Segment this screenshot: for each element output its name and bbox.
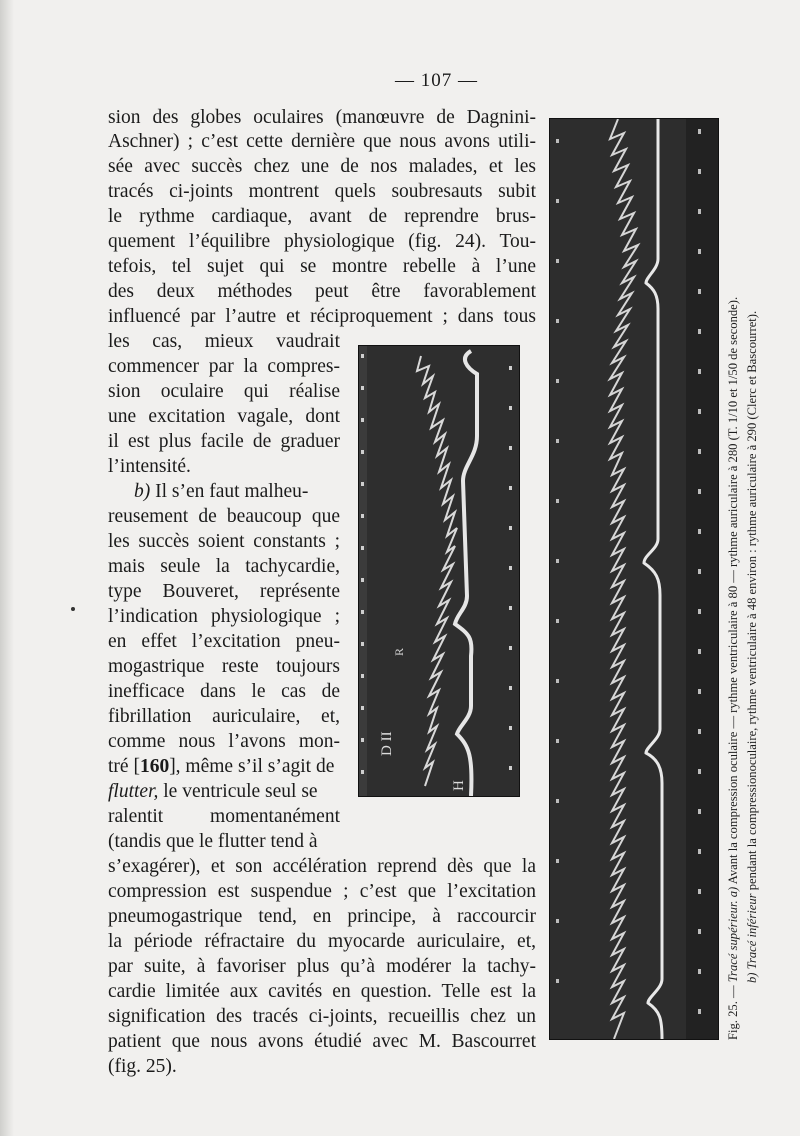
caption-line [724, 297, 743, 1040]
body-text: Il s’en faut malheu- [150, 481, 309, 502]
body-line: tracés ci-joints montrent quels soubresauts subit [108, 181, 536, 202]
body-line: tefois, tel sujet qui se montre rebelle à l’une [108, 256, 536, 277]
body-line: pneumogastrique tend, en principe, à raccourcir [108, 906, 536, 927]
caption-line [743, 297, 762, 1040]
body-line: il est plus facile de graduer [108, 431, 340, 452]
body-line: patient que nous avons étudié avec M. Bascourret [108, 1031, 536, 1052]
body-line: compression est suspendue ; c’est que l’excitation [108, 881, 536, 902]
body-line: sion des globes oculaires (manœuvre de Dagnini- [108, 107, 536, 128]
caption-text: pendant la compressionoculaire, rythme ventriculaire à 48 environ : rythme auriculaire à 290 (Clerc et Bascourret). [745, 310, 759, 894]
body-line: (fig. 25). [108, 1056, 177, 1077]
body-line: par suite, à favoriser plus qu’à modérer la tachy- [108, 956, 536, 977]
body-line: les cas, mieux vaudrait [108, 331, 340, 352]
body-line: l’indication physiologique ; [108, 606, 340, 627]
marker-label: H [451, 780, 467, 791]
body-text: le ventricule seul se [158, 781, 318, 802]
caption-text: Avant la compression oculaire — rythme ventriculaire à 80 — rythme auriculaire à 280 (T. 1/10 et 1/50 de seconde). [726, 296, 740, 887]
body-line: l’intensité. [108, 456, 191, 477]
body-line: inefficace dans le cas de [108, 681, 340, 702]
body-line: des deux méthodes peut être favorablement [108, 281, 536, 302]
body-line: une excitation vagale, dont [108, 406, 340, 427]
body-line: s’exagérer), et son accélération reprend dès que la [108, 856, 536, 877]
body-line: Aschner) ; c’est cette dernière que nous avons utili- [108, 131, 536, 152]
wave-label: R [392, 647, 406, 656]
body-line: en effet l’excitation pneu- [108, 631, 340, 652]
body-line: mais seule la tachycardie, [108, 556, 340, 577]
ecg-figure-small [358, 345, 520, 797]
body-text: ], même s’il s’agit de [169, 756, 335, 777]
body-line: (tandis que le flutter tend à [108, 831, 318, 852]
body-line: la période réfractaire du myocarde auriculaire, et, [108, 931, 536, 952]
body-line: ralentit momentanément [108, 806, 340, 827]
body-line: fibrillation auriculaire, et, [108, 706, 340, 727]
body-line [108, 780, 318, 804]
body-line [134, 480, 308, 504]
emphasis-text: flutter, [108, 781, 159, 802]
body-line: sion oculaire qui réalise [108, 381, 340, 402]
body-line: quement l’équilibre physiologique (fig. 24). Tou- [108, 231, 536, 252]
body-line: les succès soient constants ; [108, 531, 340, 552]
ecg-figure-large [549, 118, 719, 1040]
lead-label: D II [379, 731, 395, 756]
body-line: signification des tracés ci-joints, recueillis chez un [108, 1006, 536, 1027]
body-line: sée avec succès chez une de nos malades, et les [108, 156, 536, 177]
caption-emphasis: b) Tracé inférieur [745, 893, 759, 983]
body-text: tré [ [108, 756, 140, 777]
item-label: b) [134, 481, 151, 502]
reference-number: 160 [139, 756, 170, 777]
caption-fig-label: Fig. 25. — [726, 985, 740, 1040]
body-line: commencer par la compres- [108, 356, 340, 377]
body-line: type Bouveret, représente [108, 581, 340, 602]
body-line: comme nous l’avons mon- [108, 731, 340, 752]
page-number: — 107 — [395, 70, 478, 91]
body-line: le rythme cardiaque, avant de reprendre brus- [108, 206, 536, 227]
caption-emphasis: Tracé supérieur. a) [726, 886, 740, 983]
body-line: cardie limitée aux cavités en question. Telle est la [108, 981, 536, 1002]
body-line: reusement de beaucoup que [108, 506, 340, 527]
ecg-trace-small [359, 346, 519, 796]
body-line: mogastrique reste toujours [108, 656, 340, 677]
print-speck [71, 607, 75, 611]
ecg-trace-large [550, 119, 718, 1039]
body-line [108, 755, 334, 779]
body-line: influencé par l’autre et réciproquement ; dans tous [108, 306, 536, 327]
